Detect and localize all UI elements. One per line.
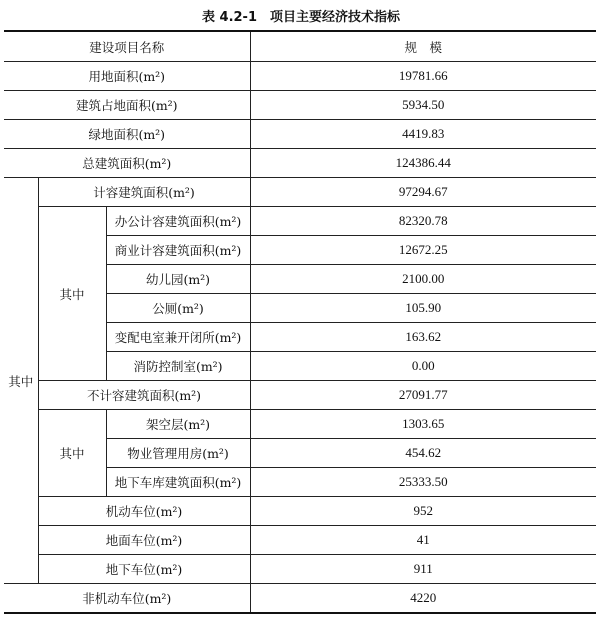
table-row xyxy=(4,62,596,91)
row-value: 41 xyxy=(250,526,596,555)
table-header-row xyxy=(4,31,596,62)
row-label: 地下车位(m²) xyxy=(38,555,250,584)
row-label: 消防控制室(m²) xyxy=(106,352,250,381)
row-value: 124386.44 xyxy=(250,149,596,178)
row-value: 4419.83 xyxy=(250,120,596,149)
table-row xyxy=(4,555,596,584)
row-label: 绿地面积(m²) xyxy=(4,120,250,149)
row-label: 建筑占地面积(m²) xyxy=(4,91,250,120)
row-value: 105.90 xyxy=(250,294,596,323)
row-label: 变配电室兼开闭所(m²) xyxy=(106,323,250,352)
group-label-outer: 其中 xyxy=(4,178,38,584)
row-value: 27091.77 xyxy=(250,381,596,410)
economic-indicators-table xyxy=(4,30,596,614)
header-name: 建设项目名称 xyxy=(4,31,250,62)
row-value: 12672.25 xyxy=(250,236,596,265)
row-value: 911 xyxy=(250,555,596,584)
row-label: 商业计容建筑面积(m²) xyxy=(106,236,250,265)
row-value: 0.00 xyxy=(250,352,596,381)
header-value: 规 模 xyxy=(250,31,596,62)
row-label: 办公计容建筑面积(m²) xyxy=(106,207,250,236)
row-label: 物业管理用房(m²) xyxy=(106,439,250,468)
row-value: 5934.50 xyxy=(250,91,596,120)
row-label: 地下车库建筑面积(m²) xyxy=(106,468,250,497)
row-value: 19781.66 xyxy=(250,62,596,91)
table-row xyxy=(4,381,596,410)
table-row xyxy=(4,410,596,439)
row-value: 82320.78 xyxy=(250,207,596,236)
row-label: 机动车位(m²) xyxy=(38,497,250,526)
row-value: 2100.00 xyxy=(250,265,596,294)
row-label: 用地面积(m²) xyxy=(4,62,250,91)
row-value: 97294.67 xyxy=(250,178,596,207)
row-value: 25333.50 xyxy=(250,468,596,497)
table-row xyxy=(4,497,596,526)
table-row xyxy=(4,526,596,555)
row-value: 454.62 xyxy=(250,439,596,468)
row-label: 总建筑面积(m²) xyxy=(4,149,250,178)
row-label: 架空层(m²) xyxy=(106,410,250,439)
table-row xyxy=(4,120,596,149)
row-label: 幼儿园(m²) xyxy=(106,265,250,294)
row-label: 非机动车位(m²) xyxy=(4,584,250,614)
row-label: 公厕(m²) xyxy=(106,294,250,323)
table-row xyxy=(4,584,596,614)
row-value: 4220 xyxy=(250,584,596,614)
row-label: 不计容建筑面积(m²) xyxy=(38,381,250,410)
row-value: 1303.65 xyxy=(250,410,596,439)
row-value: 163.62 xyxy=(250,323,596,352)
table-row xyxy=(4,149,596,178)
table-row xyxy=(4,207,596,236)
table-caption: 表 4.2-1 项目主要经济技术指标 xyxy=(202,10,400,25)
group-label-far: 其中 xyxy=(38,207,106,381)
table-row xyxy=(4,178,596,207)
row-label: 计容建筑面积(m²) xyxy=(38,178,250,207)
row-label: 地面车位(m²) xyxy=(38,526,250,555)
group-label-non-far: 其中 xyxy=(38,410,106,497)
row-value: 952 xyxy=(250,497,596,526)
table-row xyxy=(4,91,596,120)
